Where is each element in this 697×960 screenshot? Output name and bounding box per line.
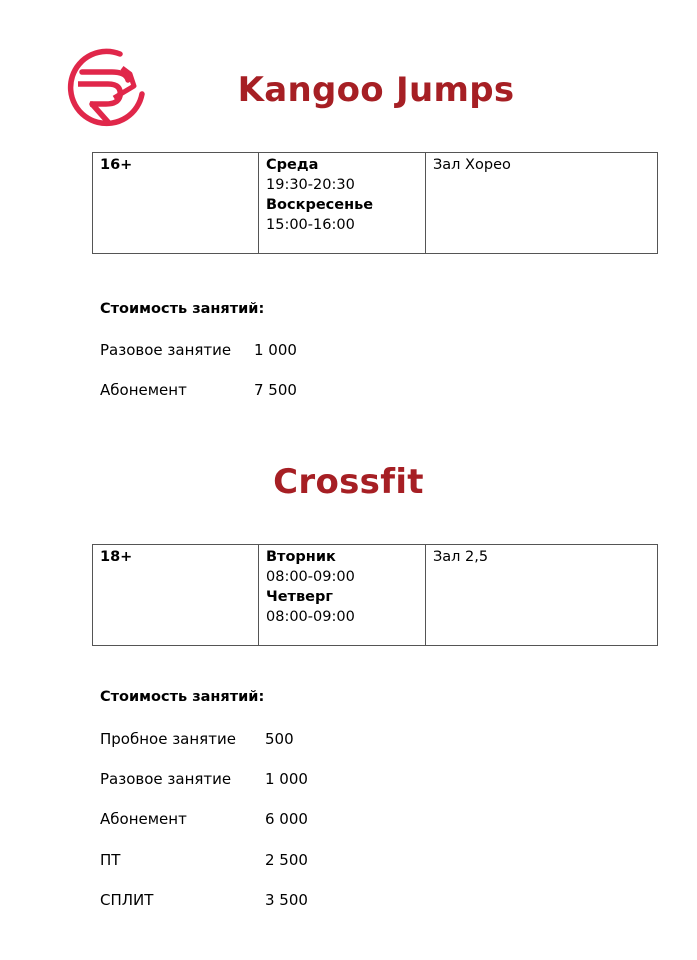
hall-cell: Зал Хорео — [426, 153, 658, 254]
price-value: 7 500 — [254, 381, 297, 399]
price-row — [100, 810, 308, 828]
price-value: 6 000 — [265, 810, 308, 828]
price-value: 2 500 — [265, 851, 308, 869]
table-row — [93, 545, 658, 646]
price-name: СПЛИТ — [100, 891, 154, 909]
days-cell — [259, 545, 426, 646]
time-label: 08:00-09:00 — [266, 569, 355, 585]
day-label: Воскресенье — [266, 197, 374, 213]
price-row — [100, 770, 308, 788]
prices-heading: Стоимость занятий: — [100, 301, 265, 317]
price-name: Пробное занятие — [100, 730, 236, 748]
age-cell: 16+ — [93, 153, 259, 254]
hall-cell: Зал 2,5 — [426, 545, 658, 646]
price-row — [100, 381, 297, 399]
price-name: ПТ — [100, 851, 121, 869]
table-row — [93, 153, 658, 254]
time-label: 08:00-09:00 — [266, 609, 355, 625]
price-row — [100, 730, 294, 748]
section-title-kangoo: Kangoo Jumps — [237, 70, 515, 110]
price-value: 500 — [265, 730, 294, 748]
day-label: Четверг — [266, 589, 333, 605]
price-row — [100, 851, 308, 869]
day-label: Среда — [266, 157, 319, 173]
price-value: 1 000 — [254, 341, 297, 359]
price-value: 3 500 — [265, 891, 308, 909]
schedule-table-crossfit — [92, 544, 658, 646]
price-name: Разовое занятие — [100, 770, 232, 788]
section-title-crossfit: Crossfit — [273, 462, 424, 502]
price-value: 1 000 — [265, 770, 308, 788]
time-label: 15:00-16:00 — [266, 217, 355, 233]
price-name: Разовое занятие — [100, 341, 232, 359]
price-name: Абонемент — [100, 381, 187, 399]
prices-heading: Стоимость занятий: — [100, 689, 265, 705]
day-label: Вторник — [266, 549, 336, 565]
days-cell — [259, 153, 426, 254]
price-row — [100, 341, 297, 359]
schedule-table-kangoo — [92, 152, 658, 254]
price-name: Абонемент — [100, 810, 187, 828]
price-row — [100, 891, 308, 909]
time-label: 19:30-20:30 — [266, 177, 355, 193]
age-cell: 18+ — [93, 545, 259, 646]
